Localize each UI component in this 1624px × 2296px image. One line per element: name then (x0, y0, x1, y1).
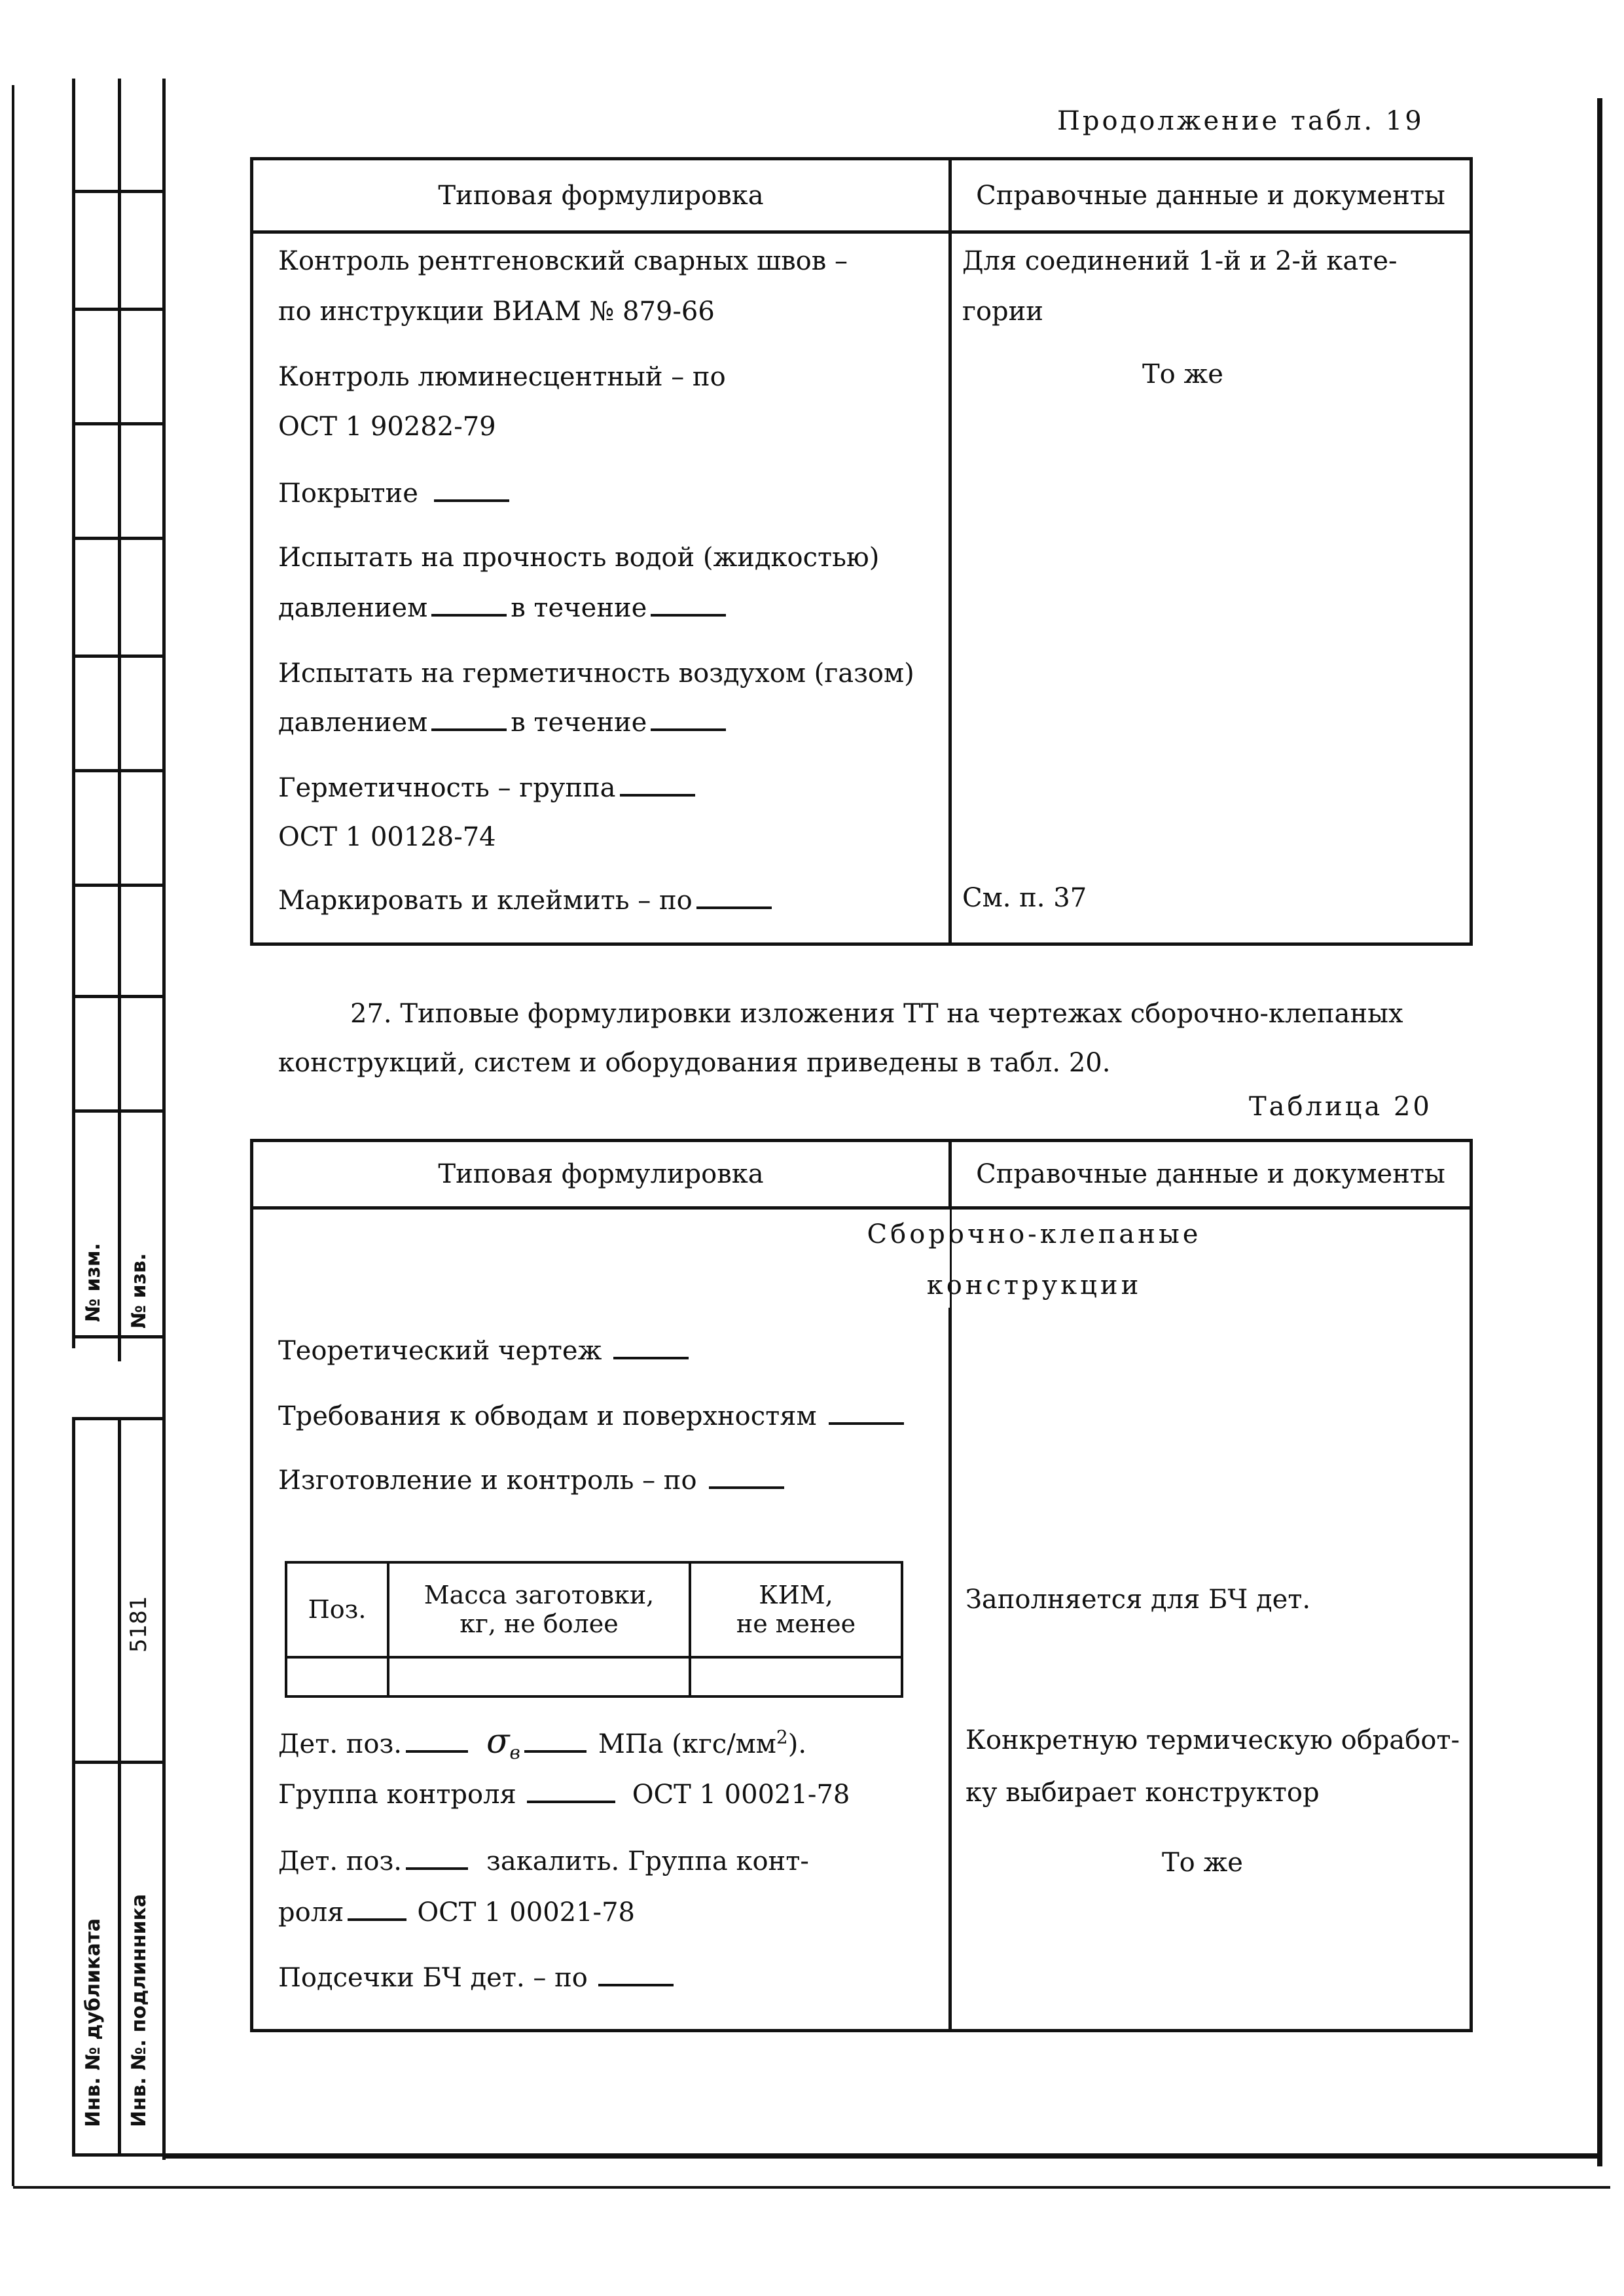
stamp-line-v5 (118, 1417, 121, 2157)
t20-theoretical (278, 1335, 693, 1367)
t20-ost-2: ОСТ 1 00021-78 (417, 1897, 635, 1928)
t20-det2-label: Дет. поз. (278, 1846, 403, 1876)
t19-pressure-blank (431, 614, 507, 617)
mini-cell-mass (388, 1657, 690, 1696)
stamp-line-v3 (162, 79, 166, 2160)
t20-det2-blank (406, 1867, 468, 1870)
mini-col-mass-l2: кг, не более (460, 1609, 619, 1638)
frame-outer-bottom (13, 2186, 1610, 2189)
t19-pressure-label: давлением (278, 593, 428, 623)
t20-det1-label: Дет. поз. (278, 1729, 403, 1759)
stamp-h2 (72, 308, 164, 311)
t20-ost-1: ОСТ 1 00021-78 (632, 1780, 850, 1810)
t19-row1-r2: гории (962, 296, 1043, 327)
t20-manufacture (278, 1465, 788, 1496)
t20-manufacture-label: Изготовление и контроль – по (278, 1465, 697, 1496)
stamp-h9 (72, 1109, 164, 1113)
table20-body-right (950, 1208, 1471, 2031)
t19-row4-l1: Испытать на прочность водой (жидкостью) (278, 543, 880, 573)
stamp-h11 (72, 1417, 164, 1420)
stamp-line-v2 (118, 79, 121, 1361)
t20-sigma-sub: в (509, 1742, 520, 1763)
stamp-h1 (72, 190, 164, 193)
t20-det1-units: МПа (кгс/мм (598, 1729, 776, 1759)
t20-manufacture-blank (709, 1486, 784, 1489)
t19-tightness-label: Герметичность – группа (278, 773, 616, 803)
t19-row1-r1: Для соединений 1-й и 2-й кате- (962, 246, 1398, 276)
t19-row2-l2: ОСТ 1 90282-79 (278, 412, 496, 442)
t20-det2-rolya: роля (278, 1897, 344, 1928)
mini-col-kim (690, 1562, 902, 1657)
stamp-h12 (72, 1761, 164, 1764)
t19-row5-l2 (278, 707, 730, 738)
t20-det1-line2 (278, 1779, 850, 1810)
mini-cell-kim (690, 1657, 902, 1696)
stamp-h3 (72, 422, 164, 425)
t19-row7-r1: См. п. 37 (962, 883, 1087, 913)
mini-cell-pos (286, 1657, 388, 1696)
t19-duration2-blank (651, 728, 726, 731)
mini-col-kim-l2: не менее (736, 1609, 856, 1638)
t20-mini-table (285, 1561, 903, 1698)
t20-det1-blank1 (406, 1750, 468, 1753)
table20-header-right: Справочные данные и документы (950, 1141, 1471, 1208)
t20-last-label: Подсечки БЧ дет. – по (278, 1963, 588, 1993)
t19-row3-l1 (278, 478, 513, 509)
stamp-no-izv: № изв. (128, 1253, 151, 1329)
t19-marking-blank (696, 906, 772, 909)
t20-det2-blank2 (348, 1918, 406, 1921)
t20-last (278, 1962, 677, 1994)
t19-coating-blank (434, 499, 509, 502)
t19-coating-label: Покрытие (278, 478, 418, 509)
t20-requirements (278, 1401, 908, 1432)
frame-bottom (164, 2153, 1602, 2159)
t19-duration2-label: в течение (511, 708, 647, 738)
mini-col-mass-l1: Масса заготовки, (424, 1580, 655, 1609)
t20-requirements-blank (829, 1422, 904, 1425)
table19-header-right: Справочные данные и документы (950, 159, 1471, 232)
mini-col-mass (388, 1562, 690, 1657)
t20-det2-harden: закалить. Группа конт- (486, 1846, 809, 1876)
t20-section-title-2: конструкции (926, 1270, 1142, 1300)
t19-tightness-blank (620, 794, 695, 797)
t20-det1-close: ). (787, 1729, 807, 1759)
t19-row7-l1 (278, 885, 776, 916)
t19-duration-label: в течение (511, 593, 647, 623)
t20-last-blank (598, 1984, 674, 1986)
t20-det2-line2 (278, 1897, 635, 1928)
t20-requirements-label: Требования к обводам и поверхностям (278, 1401, 817, 1431)
t19-row1-l1: Контроль рентгеновский сварных швов – (278, 246, 848, 276)
mini-col-pos: Поз. (286, 1562, 388, 1657)
paragraph-27-line2: конструкций, систем и оборудования приведены в табл. 20. (278, 1048, 1111, 1078)
stamp-inv-izm: № изм. (82, 1243, 105, 1322)
stamp-h8 (72, 995, 164, 998)
stamp-h13 (72, 2153, 164, 2157)
t20-control-group-label: Группа контроля (278, 1780, 516, 1810)
stamp-h6 (72, 769, 164, 772)
t19-pressure2-label: давлением (278, 708, 428, 738)
t20-theoretical-blank (613, 1357, 689, 1359)
t20-theoretical-label: Теоретический чертеж (278, 1336, 602, 1366)
t19-row2-l1: Контроль люминесцентный – по (278, 362, 726, 392)
stamp-number: 5181 (126, 1596, 152, 1653)
t20-control-group-blank (527, 1801, 615, 1803)
t20-section-title-1: Сборочно-клепаные (867, 1219, 1202, 1249)
t19-row6-l1 (278, 772, 699, 804)
t19-pressure2-blank (431, 728, 507, 731)
t19-row4-l2 (278, 592, 730, 624)
t20-det1-note-2: ку выбирает конструктор (965, 1778, 1320, 1808)
t20-det1-blank2 (524, 1750, 586, 1753)
t19-row5-l1: Испытать на герметичность воздухом (газом) (278, 658, 914, 689)
table20-header-left: Типовая формулировка (252, 1141, 950, 1208)
t19-row1-l2: по инструкции ВИАМ № 879-66 (278, 296, 715, 327)
table19-body-right (950, 232, 1471, 944)
mini-col-kim-l1: КИМ, (759, 1580, 833, 1609)
stamp-h7 (72, 884, 164, 887)
t20-det2-line1 (278, 1846, 809, 1877)
frame-left-outer (12, 85, 14, 2186)
stamp-h4 (72, 537, 164, 540)
table19-header-left: Типовая формулировка (252, 159, 950, 232)
stamp-h5 (72, 655, 164, 658)
paragraph-27-line1: 27. Типовые формулировки изложения ТТ на чертежах сборочно-клепаных (350, 999, 1403, 1029)
t19-row6-l2: ОСТ 1 00128-74 (278, 822, 496, 852)
t19-row2-r1: То же (1142, 359, 1223, 389)
t20-det1-line1 (278, 1721, 806, 1764)
t20-det1-sup: 2 (776, 1726, 788, 1748)
t20-det2-note: То же (1162, 1848, 1243, 1878)
t20-sigma: σ (486, 1722, 510, 1761)
stamp-inv-dubl: Инв. № дубликата (82, 1918, 105, 2127)
stamp-h10 (72, 1335, 164, 1338)
stamp-line-v4 (72, 1417, 75, 2157)
table20-label: Таблица 20 (1249, 1092, 1432, 1122)
continuation-label: Продолжение табл. 19 (1057, 106, 1424, 136)
t19-duration-blank (651, 614, 726, 617)
stamp-line-v1 (72, 79, 75, 1348)
t20-mini-note: Заполняется для БЧ дет. (965, 1585, 1311, 1615)
stamp-inv-podl: Инв. №. подлинника (128, 1893, 151, 2127)
t19-marking-label: Маркировать и клеймить – по (278, 886, 693, 916)
t20-det1-note-1: Конкретную термическую обработ- (965, 1725, 1460, 1755)
frame-right (1597, 98, 1602, 2166)
